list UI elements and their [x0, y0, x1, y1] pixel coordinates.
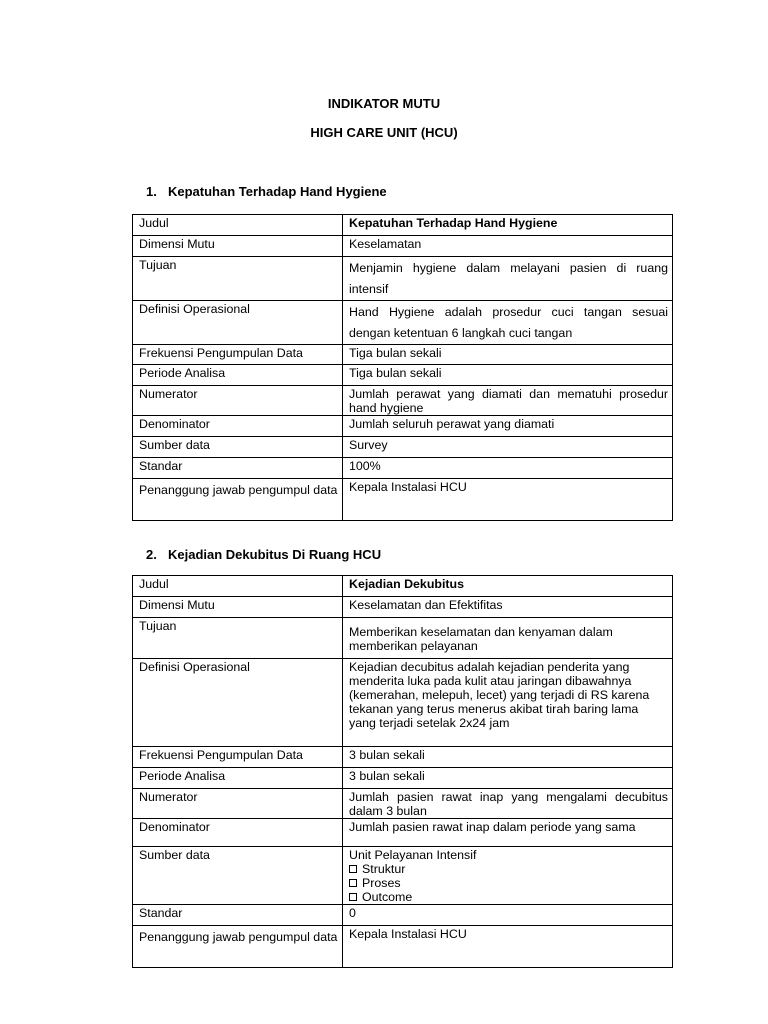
section-1-heading [146, 184, 387, 199]
row-value: Keselamatan dan Efektifitas [343, 597, 673, 618]
row-label: Sumber data [133, 847, 343, 905]
row-label: Sumber data [133, 437, 343, 458]
row-label: Periode Analisa [133, 365, 343, 386]
row-label: Judul [133, 576, 343, 597]
row-value: Tiga bulan sekali [343, 365, 673, 386]
row-value: Hand Hygiene adalah prosedur cuci tangan sesuai dengan ketentuan 6 langkah cuci tangan [343, 301, 673, 345]
row-label: Frekuensi Pengumpulan Data [133, 345, 343, 365]
table-row [133, 345, 673, 365]
row-label: Denominator [133, 819, 343, 847]
sumber-data-value: Unit Pelayanan Intensif [349, 848, 477, 862]
row-label: Frekuensi Pengumpulan Data [133, 747, 343, 768]
row-label: Dimensi Mutu [133, 597, 343, 618]
section-number: 1. [146, 184, 157, 199]
row-label: Definisi Operasional [133, 659, 343, 747]
checkbox-square-icon [349, 879, 357, 887]
table-row [133, 789, 673, 819]
table-row [133, 365, 673, 386]
row-value: Kejadian Dekubitus [343, 576, 673, 597]
row-label: Periode Analisa [133, 768, 343, 789]
table-row [133, 618, 673, 659]
table-row [133, 597, 673, 618]
table-row [133, 819, 673, 847]
indicator-table-1 [132, 214, 673, 521]
table-row [133, 386, 673, 416]
row-label: Penanggung jawab pengumpul data [133, 479, 343, 521]
row-label: Judul [133, 215, 343, 236]
row-value: Survey [343, 437, 673, 458]
table-row [133, 479, 673, 521]
row-value: 0 [343, 905, 673, 926]
row-value: 3 bulan sekali [343, 768, 673, 789]
table-row [133, 905, 673, 926]
section-2-heading [146, 547, 381, 562]
row-label: Penanggung jawab pengumpul data [133, 926, 343, 968]
table-row [133, 458, 673, 479]
row-label: Standar [133, 905, 343, 926]
row-value: Menjamin hygiene dalam melayani pasien di ruang intensif [343, 257, 673, 301]
row-value: Jumlah pasien rawat inap dalam periode yang sama [343, 819, 673, 847]
table-row [133, 437, 673, 458]
list-item [349, 876, 668, 890]
section-title: Kepatuhan Terhadap Hand Hygiene [168, 184, 387, 199]
row-value: 100% [343, 458, 673, 479]
row-value: Jumlah perawat yang diamati dan mematuhi prosedur hand hygiene [343, 386, 673, 416]
option-label: Outcome [362, 890, 413, 904]
row-value: Keselamatan [343, 236, 673, 257]
row-label: Numerator [133, 789, 343, 819]
table-row [133, 747, 673, 768]
row-label: Numerator [133, 386, 343, 416]
table-row [133, 768, 673, 789]
document-subtitle: HIGH CARE UNIT (HCU) [310, 125, 458, 140]
row-value: Jumlah pasien rawat inap yang mengalami decubitus dalam 3 bulan [343, 789, 673, 819]
row-label: Tujuan [133, 257, 343, 301]
list-item [349, 862, 668, 876]
section-title: Kejadian Dekubitus Di Ruang HCU [168, 547, 382, 562]
indicator-table-2 [132, 575, 673, 968]
row-label: Standar [133, 458, 343, 479]
section-number: 2. [146, 547, 157, 562]
table-row [133, 847, 673, 905]
row-value [343, 847, 673, 905]
row-label: Dimensi Mutu [133, 236, 343, 257]
document-title: INDIKATOR MUTU [327, 96, 441, 111]
list-item [349, 890, 668, 904]
checkbox-square-icon [349, 865, 357, 873]
row-label: Definisi Operasional [133, 301, 343, 345]
table-row [133, 257, 673, 301]
option-label: Proses [362, 876, 401, 890]
table-row [133, 576, 673, 597]
row-label: Tujuan [133, 618, 343, 659]
row-value: Kejadian decubitus adalah kejadian penderita yang menderita luka pada kulit atau jaringan dibawahnya (kemerahan, melepuh, lecet) yang terjadi di RS karena tekanan yang terus menerus akibat tirah baring lama yang terjadi setelak 2x24 jam [343, 659, 673, 747]
row-value: Kepala Instalasi HCU [343, 479, 673, 521]
row-value: Tiga bulan sekali [343, 345, 673, 365]
table-row [133, 926, 673, 968]
option-label: Struktur [362, 862, 406, 876]
row-value: Kepala Instalasi HCU [343, 926, 673, 968]
table-row [133, 659, 673, 747]
row-value: Kepatuhan Terhadap Hand Hygiene [343, 215, 673, 236]
table-row [133, 215, 673, 236]
table-row [133, 236, 673, 257]
row-label: Denominator [133, 416, 343, 437]
row-value: Jumlah seluruh perawat yang diamati [343, 416, 673, 437]
table-row [133, 416, 673, 437]
row-value: 3 bulan sekali [343, 747, 673, 768]
table-row [133, 301, 673, 345]
row-value: Memberikan keselamatan dan kenyaman dalam memberikan pelayanan [343, 618, 673, 659]
checkbox-square-icon [349, 893, 357, 901]
